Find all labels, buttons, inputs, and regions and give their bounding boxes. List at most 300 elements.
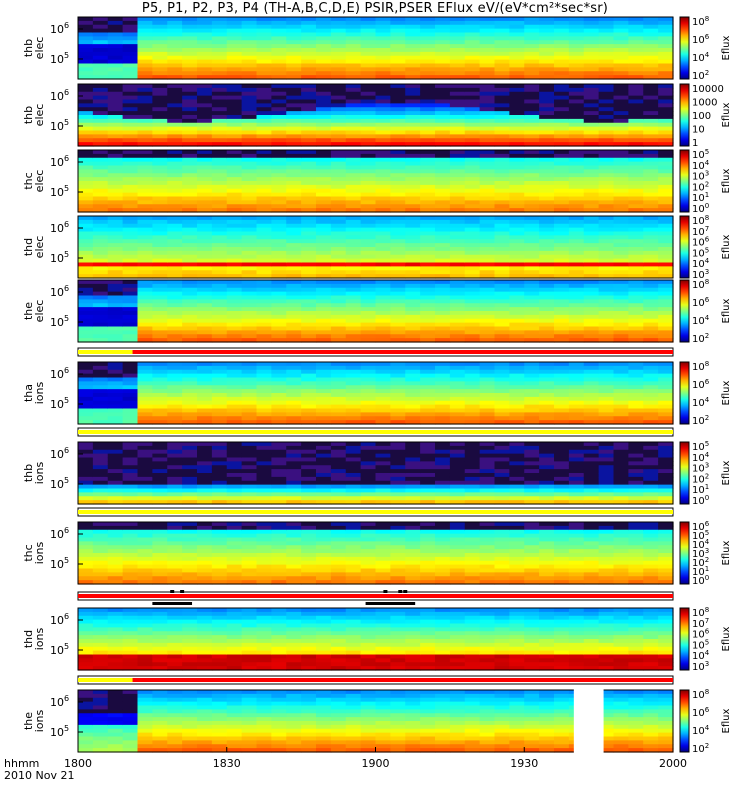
heat-cell <box>465 280 480 284</box>
heat-cell <box>152 330 167 334</box>
heat-cell <box>346 204 361 208</box>
heat-cell <box>152 25 167 29</box>
heat-cell <box>450 169 465 173</box>
heat-cell <box>524 123 539 127</box>
heat-cell <box>138 220 153 224</box>
heat-cell <box>108 127 123 131</box>
heat-cell <box>643 311 658 315</box>
heat-cell <box>420 565 435 569</box>
heat-cell <box>197 247 212 251</box>
heat-cell <box>301 330 316 334</box>
heat-cell <box>495 197 510 201</box>
heat-cell <box>599 389 614 393</box>
heat-cell <box>167 131 182 135</box>
heat-cell <box>123 232 138 236</box>
heat-cell <box>658 251 673 255</box>
heat-cell <box>242 21 257 25</box>
heat-cell <box>346 292 361 296</box>
heat-cell <box>227 330 242 334</box>
heat-cell <box>212 44 227 48</box>
heat-cell <box>316 103 331 107</box>
heat-cell <box>376 315 391 319</box>
heat-cell <box>123 526 138 530</box>
heat-cell <box>227 107 242 111</box>
heat-cell <box>271 185 286 189</box>
heat-cell <box>480 405 495 409</box>
heat-cell <box>197 538 212 542</box>
heat-cell <box>316 541 331 545</box>
heat-cell <box>227 200 242 204</box>
heat-cell <box>658 119 673 123</box>
heat-cell <box>554 311 569 315</box>
heat-cell <box>495 220 510 224</box>
heat-cell <box>108 247 123 251</box>
heat-cell <box>316 239 331 243</box>
heat-cell <box>301 224 316 228</box>
heat-cell <box>316 266 331 270</box>
heat-cell <box>643 485 658 489</box>
heat-cell <box>78 115 93 119</box>
heat-cell <box>152 115 167 119</box>
heat-cell <box>152 576 167 580</box>
heat-cell <box>361 557 376 561</box>
heat-cell <box>420 177 435 181</box>
heat-cell <box>539 154 554 158</box>
heat-cell <box>257 48 272 52</box>
heat-cell <box>495 150 510 154</box>
heat-cell <box>316 412 331 416</box>
heat-cell <box>257 29 272 33</box>
heat-cell <box>78 489 93 493</box>
heat-cell <box>361 569 376 573</box>
heat-cell <box>301 193 316 197</box>
heat-cell <box>138 526 153 530</box>
heat-cell <box>78 270 93 274</box>
heat-cell <box>257 489 272 493</box>
heat-cell <box>554 280 569 284</box>
heat-cell <box>286 530 301 534</box>
heat-cell <box>257 25 272 29</box>
heat-cell <box>584 327 599 331</box>
colorbar-tick-label: $10^2$ <box>692 414 710 427</box>
heat-cell <box>123 67 138 71</box>
heat-cell <box>93 56 108 60</box>
panel-4-thd-elec <box>22 214 732 281</box>
heat-cell <box>138 150 153 154</box>
heat-cell <box>212 189 227 193</box>
heat-cell <box>108 56 123 60</box>
heat-cell <box>93 469 108 473</box>
heat-cell <box>628 378 643 382</box>
heat-cell <box>420 48 435 52</box>
heat-cell <box>138 185 153 189</box>
heat-cell <box>227 204 242 208</box>
heat-cell <box>212 366 227 370</box>
heat-cell <box>495 489 510 493</box>
heat-cell <box>138 545 153 549</box>
heat-cell <box>301 243 316 247</box>
heat-cell <box>376 446 391 450</box>
heat-cell <box>301 553 316 557</box>
colorbar-tick-label: $10^5$ <box>692 148 710 161</box>
heat-cell <box>331 138 346 142</box>
heat-cell <box>405 561 420 565</box>
heat-cell <box>599 181 614 185</box>
heat-cell <box>420 189 435 193</box>
heat-cell <box>495 280 510 284</box>
heat-cell <box>465 362 480 366</box>
heat-cell <box>643 263 658 267</box>
heat-cell <box>390 52 405 56</box>
heat-cell <box>242 303 257 307</box>
heat-cell <box>212 473 227 477</box>
heat-cell <box>643 103 658 107</box>
heat-cell <box>257 197 272 201</box>
heat-cell <box>138 450 153 454</box>
heat-cell <box>331 397 346 401</box>
heat-cell <box>227 154 242 158</box>
heat-cell <box>212 280 227 284</box>
heat-cell <box>554 158 569 162</box>
heat-cell <box>346 389 361 393</box>
heat-cell <box>78 327 93 331</box>
heat-cell <box>480 450 495 454</box>
heat-cell <box>167 330 182 334</box>
heat-cell <box>643 138 658 142</box>
heat-cell <box>286 84 301 88</box>
heat-cell <box>658 44 673 48</box>
heat-cell <box>331 409 346 413</box>
heat-cell <box>123 216 138 220</box>
heat-cell <box>123 549 138 553</box>
heat-cell <box>554 370 569 374</box>
heat-cell <box>242 296 257 300</box>
heat-cell <box>509 92 524 96</box>
heat-cell <box>509 280 524 284</box>
heat-cell <box>227 370 242 374</box>
heat-cell <box>450 334 465 338</box>
heat-cell <box>599 465 614 469</box>
heat-cell <box>271 412 286 416</box>
heat-cell <box>420 370 435 374</box>
heat-cell <box>495 111 510 115</box>
heat-cell <box>257 235 272 239</box>
heat-cell <box>465 56 480 60</box>
heat-cell <box>420 154 435 158</box>
heat-cell <box>316 366 331 370</box>
heat-cell <box>197 370 212 374</box>
heat-cell <box>242 299 257 303</box>
heat-cell <box>495 323 510 327</box>
heat-cell <box>405 280 420 284</box>
heat-cell <box>301 327 316 331</box>
heat-cell <box>628 319 643 323</box>
heat-cell <box>316 389 331 393</box>
heat-cell <box>331 17 346 21</box>
heat-cell <box>123 177 138 181</box>
heat-cell <box>331 469 346 473</box>
heat-cell <box>93 220 108 224</box>
heat-cell <box>271 64 286 68</box>
heat-cell <box>390 44 405 48</box>
heat-cell <box>628 166 643 170</box>
heat-cell <box>227 220 242 224</box>
heat-cell <box>614 154 629 158</box>
heat-cell <box>212 185 227 189</box>
heat-cell <box>390 235 405 239</box>
heat-cell <box>584 469 599 473</box>
heat-cell <box>361 200 376 204</box>
heat-cell <box>242 134 257 138</box>
heat-cell <box>569 169 584 173</box>
heat-cell <box>286 60 301 64</box>
heat-cell <box>167 481 182 485</box>
heat-cell <box>390 247 405 251</box>
heat-cell <box>108 541 123 545</box>
heat-cell <box>643 228 658 232</box>
heat-cell <box>495 88 510 92</box>
heat-cell <box>152 239 167 243</box>
heat-cell <box>480 111 495 115</box>
heat-cell <box>197 96 212 100</box>
heat-cell <box>346 33 361 37</box>
heat-cell <box>152 572 167 576</box>
heat-cell <box>390 366 405 370</box>
heat-cell <box>242 88 257 92</box>
heat-cell <box>361 481 376 485</box>
heat-cell <box>554 492 569 496</box>
heat-cell <box>108 446 123 450</box>
heat-cell <box>420 88 435 92</box>
heat-cell <box>242 127 257 131</box>
heat-cell <box>420 323 435 327</box>
heat-cell <box>212 220 227 224</box>
heat-cell <box>346 197 361 201</box>
heat-cell <box>93 134 108 138</box>
heat-cell <box>376 327 391 331</box>
heat-cell <box>539 374 554 378</box>
heat-cell <box>167 33 182 37</box>
heat-cell <box>435 100 450 104</box>
heat-cell <box>599 393 614 397</box>
heat-cell <box>584 100 599 104</box>
heat-cell <box>301 323 316 327</box>
heat-cell <box>197 100 212 104</box>
heat-cell <box>182 530 197 534</box>
heat-cell <box>301 25 316 29</box>
heat-cell <box>197 530 212 534</box>
heat-cell <box>331 299 346 303</box>
heat-cell <box>78 138 93 142</box>
heat-cell <box>509 461 524 465</box>
heat-cell <box>138 292 153 296</box>
heat-cell <box>346 469 361 473</box>
heat-cell <box>584 64 599 68</box>
heat-cell <box>197 405 212 409</box>
heat-cell <box>78 381 93 385</box>
heat-cell <box>420 243 435 247</box>
heat-cell <box>152 189 167 193</box>
heat-cell <box>152 553 167 557</box>
heat-cell <box>495 177 510 181</box>
heat-cell <box>361 393 376 397</box>
heat-cell <box>614 166 629 170</box>
heat-cell <box>480 492 495 496</box>
heat-cell <box>182 48 197 52</box>
heat-cell <box>420 103 435 107</box>
heat-cell <box>435 370 450 374</box>
heat-cell <box>465 416 480 420</box>
heat-cell <box>405 442 420 446</box>
heat-cell <box>257 96 272 100</box>
heat-cell <box>346 40 361 44</box>
heat-cell <box>435 251 450 255</box>
heat-cell <box>524 446 539 450</box>
heat-cell <box>212 134 227 138</box>
heat-cell <box>480 366 495 370</box>
heat-cell <box>182 197 197 201</box>
heat-cell <box>420 138 435 142</box>
heat-cell <box>138 362 153 366</box>
heat-cell <box>271 84 286 88</box>
heat-cell <box>78 259 93 263</box>
heat-cell <box>316 158 331 162</box>
heat-cell <box>93 162 108 166</box>
heat-cell <box>138 465 153 469</box>
heat-cell <box>242 255 257 259</box>
heat-cell <box>524 473 539 477</box>
heat-cell <box>138 385 153 389</box>
heat-cell <box>524 48 539 52</box>
heat-cell <box>390 270 405 274</box>
heat-cell <box>554 330 569 334</box>
heat-cell <box>405 138 420 142</box>
heat-cell <box>420 362 435 366</box>
heat-cell <box>331 522 346 526</box>
heat-cell <box>599 461 614 465</box>
heat-cell <box>242 446 257 450</box>
heat-cell <box>182 405 197 409</box>
heat-cell <box>286 496 301 500</box>
heat-cell <box>465 232 480 236</box>
heat-cell <box>584 409 599 413</box>
heat-cell <box>197 21 212 25</box>
heat-cell <box>390 389 405 393</box>
heat-cell <box>227 446 242 450</box>
heat-cell <box>78 263 93 267</box>
heat-cell <box>361 461 376 465</box>
heat-cell <box>643 481 658 485</box>
heat-cell <box>346 232 361 236</box>
heat-cell <box>539 131 554 135</box>
heat-cell <box>301 370 316 374</box>
heat-cell <box>257 92 272 96</box>
heat-cell <box>286 492 301 496</box>
heat-cell <box>108 162 123 166</box>
heat-cell <box>450 44 465 48</box>
heat-cell <box>123 100 138 104</box>
heat-cell <box>271 255 286 259</box>
heat-cell <box>599 489 614 493</box>
heat-cell <box>197 393 212 397</box>
heat-cell <box>390 296 405 300</box>
heat-cell <box>227 299 242 303</box>
heat-cell <box>390 323 405 327</box>
heat-cell <box>554 454 569 458</box>
heat-cell <box>286 442 301 446</box>
heat-cell <box>628 181 643 185</box>
heat-cell <box>108 311 123 315</box>
heat-cell <box>242 44 257 48</box>
heat-cell <box>361 545 376 549</box>
heat-cell <box>271 52 286 56</box>
heat-cell <box>509 255 524 259</box>
heat-cell <box>480 255 495 259</box>
heat-cell <box>271 88 286 92</box>
heat-cell <box>539 181 554 185</box>
heat-cell <box>197 446 212 450</box>
heat-cell <box>331 374 346 378</box>
heat-cell <box>420 29 435 33</box>
heat-cell <box>123 40 138 44</box>
heat-cell <box>658 458 673 462</box>
heat-cell <box>495 409 510 413</box>
heat-cell <box>108 88 123 92</box>
colorbar-tick-label: $10^4$ <box>692 257 710 271</box>
heat-cell <box>182 469 197 473</box>
heat-cell <box>390 557 405 561</box>
heat-cell <box>569 362 584 366</box>
heat-cell <box>301 189 316 193</box>
heat-cell <box>420 280 435 284</box>
heat-cell <box>480 197 495 201</box>
heat-cell <box>108 123 123 127</box>
heat-cell <box>614 259 629 263</box>
heat-cell <box>138 370 153 374</box>
heat-cell <box>301 492 316 496</box>
heat-cell <box>495 185 510 189</box>
heat-cell <box>123 461 138 465</box>
heat-cell <box>509 177 524 181</box>
colorbar-tick-label: 1000 <box>692 97 718 109</box>
heat-cell <box>420 115 435 119</box>
heat-cell <box>316 572 331 576</box>
heat-cell <box>450 56 465 60</box>
heat-cell <box>465 40 480 44</box>
heat-cell <box>78 84 93 88</box>
heat-cell <box>197 17 212 21</box>
heat-cell <box>658 134 673 138</box>
heat-cell <box>123 127 138 131</box>
heat-cell <box>93 29 108 33</box>
heat-cell <box>123 48 138 52</box>
heat-cell <box>346 115 361 119</box>
heat-cell <box>138 247 153 251</box>
heat-cell <box>524 138 539 142</box>
heat-cell <box>138 40 153 44</box>
heat-cell <box>524 393 539 397</box>
heat-cell <box>376 92 391 96</box>
heat-cell <box>227 477 242 481</box>
heat-cell <box>435 173 450 177</box>
heat-cell <box>182 228 197 232</box>
heat-cell <box>301 60 316 64</box>
heat-cell <box>495 378 510 382</box>
heat-cell <box>316 228 331 232</box>
heat-cell <box>182 111 197 115</box>
heat-cell <box>495 204 510 208</box>
heat-cell <box>108 319 123 323</box>
